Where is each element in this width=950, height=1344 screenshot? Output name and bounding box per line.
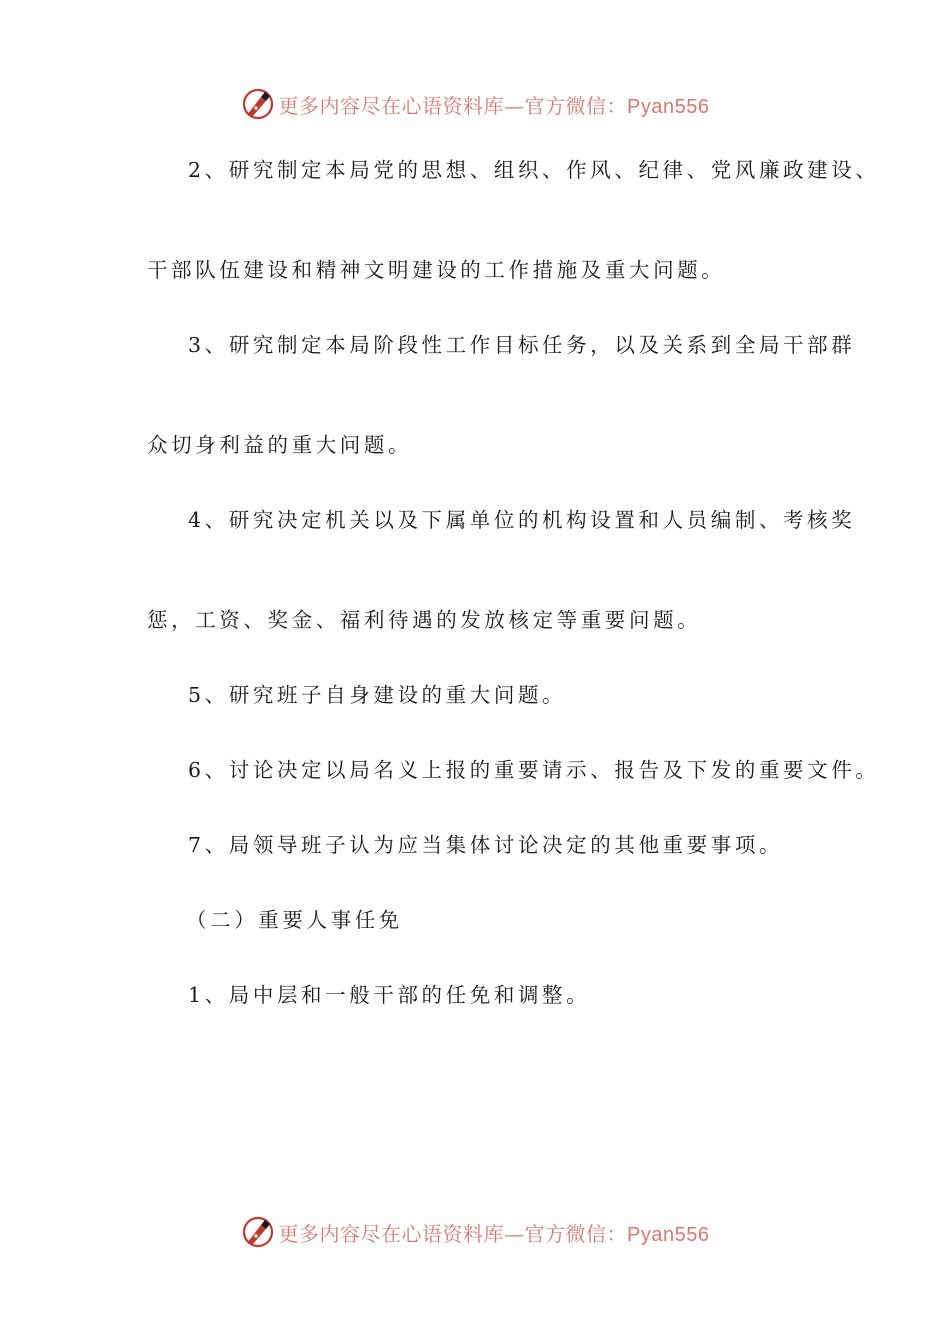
pen-nib-logo-icon [241,1215,275,1249]
paragraph-3-line-1: 3、研究制定本局阶段性工作目标任务，以及关系到全局干部群 [188,333,856,357]
paragraph-2-line-1: 2、研究制定本局党的思想、组织、作风、纪律、党风廉政建设、 [188,158,880,182]
paragraph-4-line-1: 4、研究决定机关以及下属单位的机构设置和人员编制、考核奖 [188,508,856,532]
section-2-paragraph-1: 1、局中层和一般干部的任免和调整。 [188,983,591,1007]
paragraph-6: 6、讨论决定以局名义上报的重要请示、报告及下发的重要文件。 [188,758,880,782]
watermark-banner-bottom [0,1212,950,1252]
paragraph-7: 7、局领导班子认为应当集体讨论决定的其他重要事项。 [188,833,784,857]
paragraph-2-line-2: 干部队伍建设和精神文明建设的工作措施及重大问题。 [147,258,726,282]
paragraph-4-line-2: 惩，工资、奖金、福利待遇的发放核定等重要问题。 [147,608,702,632]
watermark-text: 更多内容尽在心语资料库—官方微信：Pyan556 [278,93,710,118]
watermark-banner-top [0,84,950,124]
pen-nib-logo-icon [241,87,275,121]
paragraph-5: 5、研究班子自身建设的重大问题。 [188,683,567,707]
watermark-text: 更多内容尽在心语资料库—官方微信：Pyan556 [278,1221,710,1246]
section-heading-2: （二）重要人事任免 [186,908,403,932]
paragraph-3-line-2: 众切身利益的重大问题。 [147,433,413,457]
